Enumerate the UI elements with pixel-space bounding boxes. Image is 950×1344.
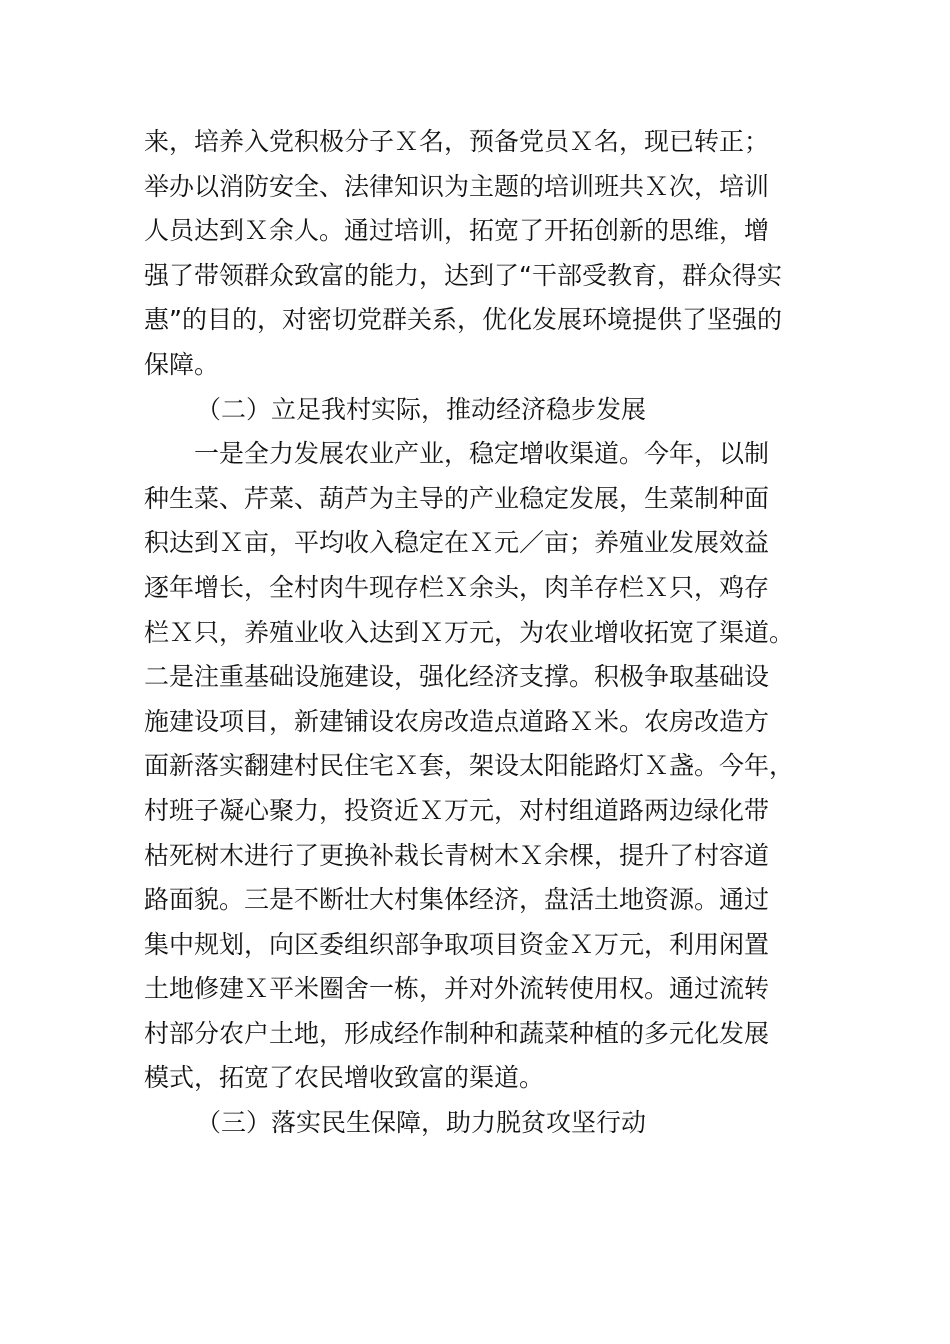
- body-text: [144, 120, 814, 1146]
- paragraph-start-line: 一是全力发展农业产业，稳定增收渠道。今年，以制: [194, 439, 770, 469]
- text-line: 村班子凝心聚力，投资近Ｘ万元，对村组道路两边绿化带: [144, 795, 770, 825]
- text-line: 集中规划，向区委组织部争取项目资金Ｘ万元，利用闲置: [144, 929, 770, 959]
- text-line: 人员达到Ｘ余人。通过培训，拓宽了开拓创新的思维，增: [144, 216, 770, 246]
- text-line: 栏Ｘ只，养殖业收入达到Ｘ万元，为农业增收拓宽了渠道。: [144, 617, 795, 647]
- text-line: 模式，拓宽了农民增收致富的渠道。: [144, 1063, 545, 1093]
- text-line: 路面貌。三是不断壮大村集体经济，盘活土地资源。通过: [144, 885, 770, 915]
- section-heading-3: （三）落实民生保障，助力脱贫攻坚行动: [196, 1108, 647, 1138]
- text-line: 举办以消防安全、法律知识为主题的培训班共Ｘ次，培训: [144, 171, 770, 201]
- text-line: 土地修建Ｘ平米圈舍一栋，并对外流转使用权。通过流转: [144, 974, 770, 1004]
- text-line: 村部分农户土地，形成经作制种和蔬菜种植的多元化发展: [144, 1018, 770, 1048]
- text-line: 枯死树木进行了更换补栽长青树木Ｘ余棵，提升了村容道: [144, 840, 770, 870]
- text-line: 二是注重基础设施建设，强化经济支撑。积极争取基础设: [144, 662, 770, 692]
- text-line: 惠”的目的，对密切党群关系，优化发展环境提供了坚强的: [144, 305, 782, 335]
- text-line: 逐年增长，全村肉牛现存栏Ｘ余头，肉羊存栏Ｘ只，鸡存: [144, 572, 770, 602]
- text-line: 保障。: [144, 349, 220, 379]
- text-line: 面新落实翻建村民住宅Ｘ套，架设太阳能路灯Ｘ盏。今年，: [144, 751, 795, 781]
- section-heading-2: （二）立足我村实际，推动经济稳步发展: [196, 394, 647, 424]
- text-line: 强了带领群众致富的能力，达到了“干部受教育，群众得实: [144, 260, 782, 290]
- text-line: 来，培养入党积极分子Ｘ名，预备党员Ｘ名，现已转正；: [144, 127, 770, 156]
- text-line: 施建设项目，新建铺设农房改造点道路Ｘ米。农房改造方: [144, 706, 770, 736]
- text-line: 种生菜、芹菜、葫芦为主导的产业稳定发展，生菜制种面: [144, 483, 770, 513]
- text-line: 积达到Ｘ亩，平均收入稳定在Ｘ元／亩；养殖业发展效益: [144, 528, 770, 558]
